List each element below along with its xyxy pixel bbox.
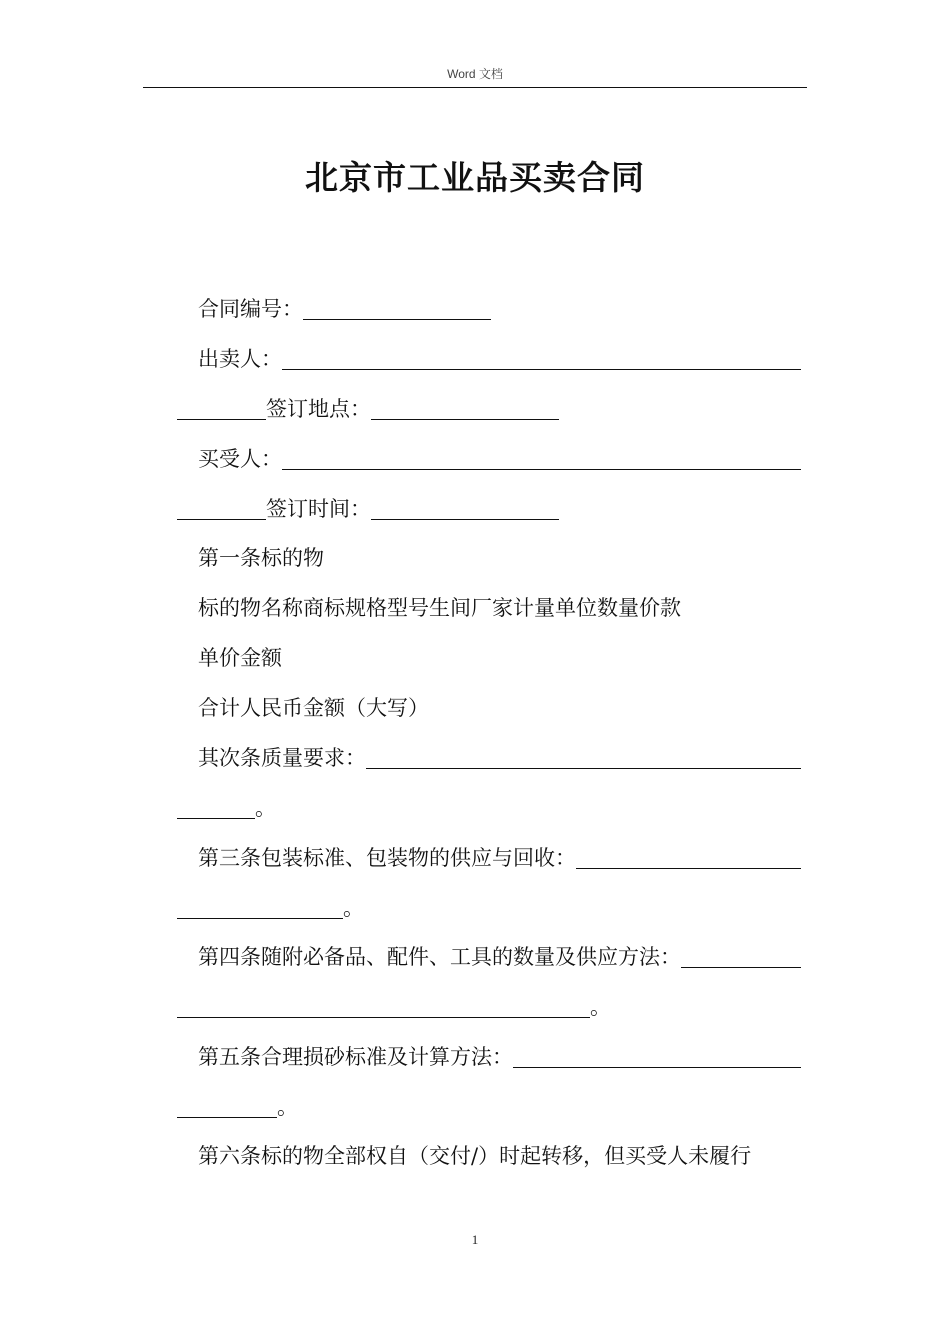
- clause-1-title: [177, 543, 801, 573]
- clause-1-columns-2-text: 单价金额: [198, 646, 282, 670]
- clause-6-text: 第六条标的物全部权自（交付/）时起转移，但买受人未履行: [198, 1144, 752, 1168]
- buyer-blank-continued[interactable]: [177, 497, 266, 520]
- clause-5-line: [177, 1042, 801, 1072]
- contract-number-label: 合同编号：: [198, 297, 303, 321]
- clause-5-blank-continued[interactable]: [177, 1095, 277, 1118]
- clause-5-continued: [177, 1092, 801, 1122]
- seller-blank-continued[interactable]: [177, 397, 266, 420]
- clause-4-line: [177, 942, 801, 972]
- clause-2-label: 其次条质量要求：: [198, 746, 366, 770]
- period: 。: [277, 1095, 298, 1119]
- clause-4-continued: [177, 992, 801, 1022]
- clause-2-blank-continued[interactable]: [177, 796, 255, 819]
- clause-1-columns-text: 标的物名称商标规格型号生间厂家计量单位数量价款: [198, 596, 681, 620]
- page-title: 北京市工业品买卖合同: [305, 158, 645, 197]
- period: 。: [590, 995, 611, 1019]
- seller-blank[interactable]: [282, 347, 801, 370]
- document-header: Word 文档: [447, 67, 503, 81]
- sign-place-blank[interactable]: [371, 397, 559, 420]
- sign-time-blank[interactable]: [371, 497, 559, 520]
- clause-1-title-text: 第一条标的物: [198, 546, 324, 570]
- clause-3-blank[interactable]: [576, 846, 801, 869]
- clause-1-columns-2: [177, 643, 801, 673]
- clause-1-columns: [177, 593, 801, 623]
- sign-place-label: 签订地点：: [266, 397, 371, 421]
- clause-3-label: 第三条包装标准、包装物的供应与回收：: [198, 846, 576, 870]
- period: 。: [255, 796, 276, 820]
- sign-place-line: [177, 394, 801, 424]
- clause-4-blank-continued[interactable]: [177, 995, 590, 1018]
- buyer-blank[interactable]: [282, 447, 801, 470]
- seller-label: 出卖人：: [198, 347, 282, 371]
- page-number: 1: [471, 1232, 479, 1247]
- clause-4-label: 第四条随附必备品、配件、工具的数量及供应方法：: [198, 945, 681, 969]
- clause-3-blank-continued[interactable]: [177, 896, 343, 919]
- clause-4-blank[interactable]: [681, 945, 801, 968]
- clause-6-line: [177, 1141, 801, 1171]
- clause-2-continued: [177, 793, 801, 823]
- clause-5-blank[interactable]: [513, 1045, 801, 1068]
- contract-number-blank[interactable]: [303, 297, 491, 320]
- clause-2-line: [177, 743, 801, 773]
- header-rule: [143, 87, 807, 88]
- buyer-line: [177, 444, 801, 474]
- sign-time-label: 签订时间：: [266, 497, 371, 521]
- clause-5-label: 第五条合理损砂标准及计算方法：: [198, 1045, 513, 1069]
- clause-3-continued: [177, 893, 801, 923]
- clause-3-line: [177, 843, 801, 873]
- sign-time-line: [177, 494, 801, 524]
- seller-line: [177, 344, 801, 374]
- buyer-label: 买受人：: [198, 447, 282, 471]
- clause-1-total: [177, 693, 801, 723]
- period: 。: [343, 896, 364, 920]
- clause-2-blank[interactable]: [366, 746, 801, 769]
- contract-number-line: [177, 294, 801, 324]
- clause-1-total-text: 合计人民币金额（大写）: [198, 696, 429, 720]
